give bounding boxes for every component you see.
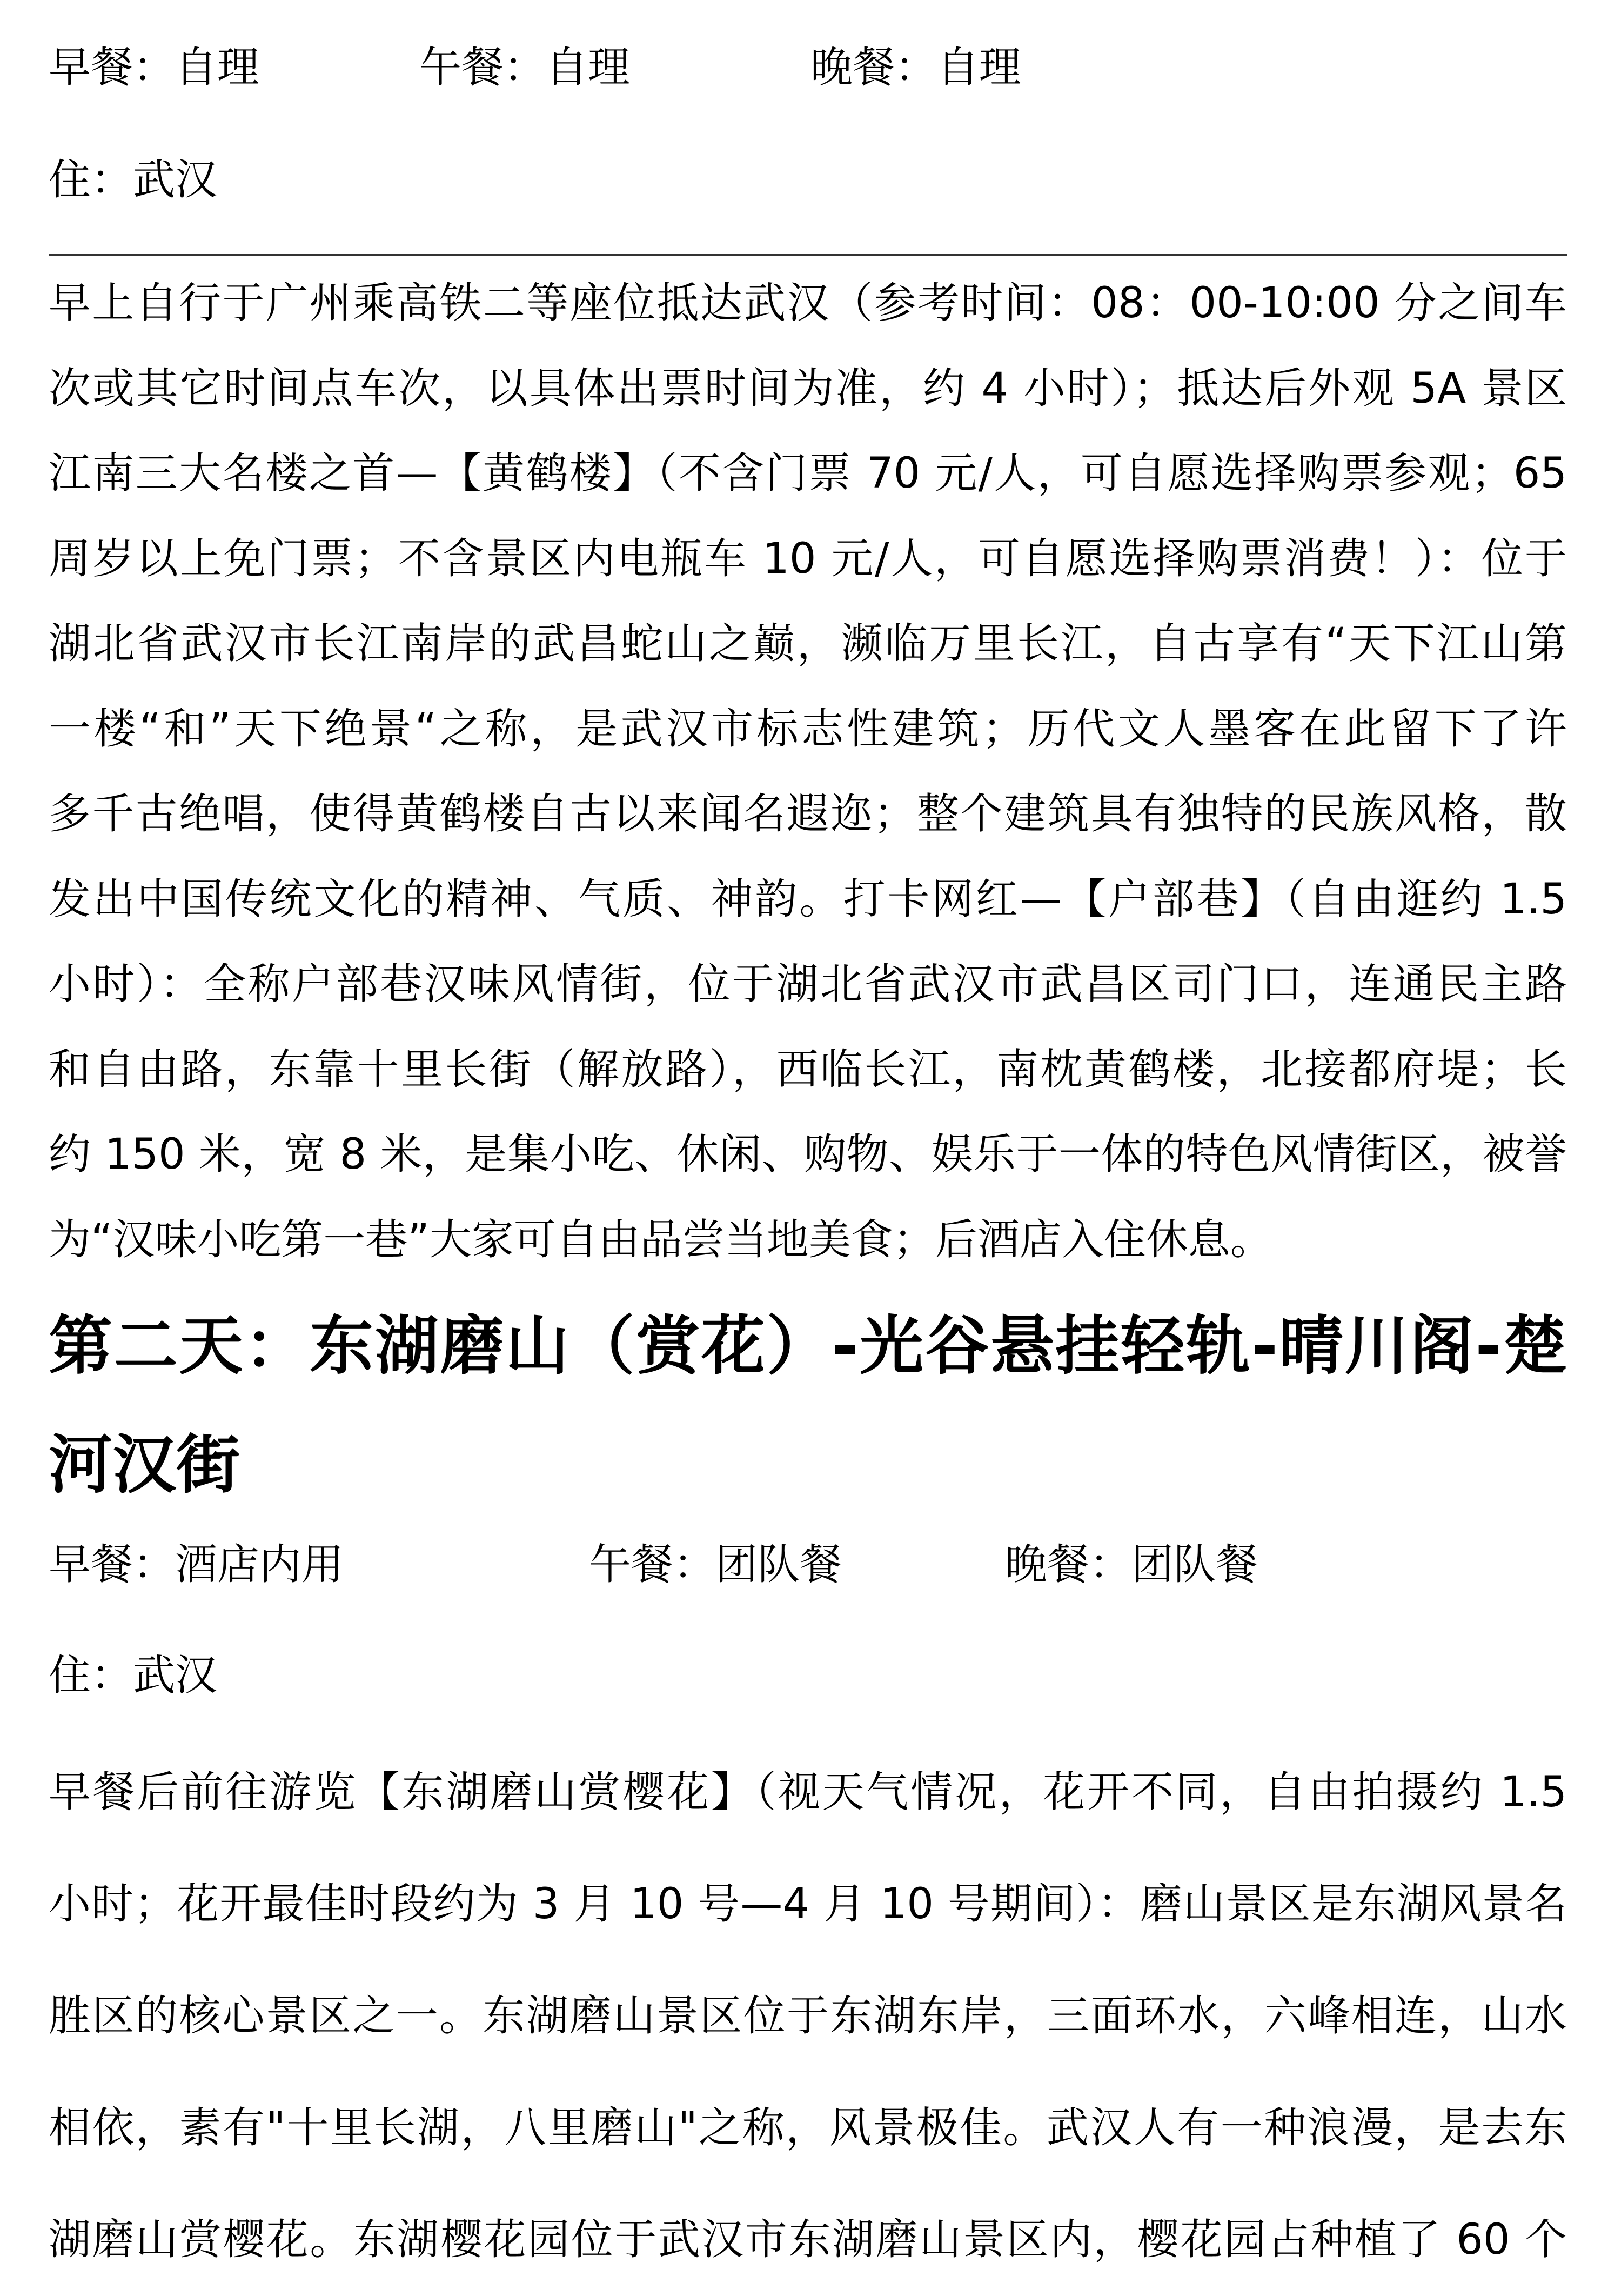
day2-breakfast: 早餐：酒店内用 [49, 1540, 344, 1589]
day2-description-line: 相依，素有"十里长湖，八里磨山"之称，风景极佳。武汉人有一种浪漫，是去东 [49, 2104, 1567, 2152]
day2-heading-line: 河汉街 [49, 1427, 240, 1502]
day1-description-line: 次或其它时间点车次，以具体出票时间为准，约 4 小时）；抵达后外观 5A 景区 [49, 364, 1567, 413]
day1-breakfast: 早餐：自理 [49, 43, 260, 92]
day2-description-line: 胜区的核心景区之一。东湖磨山景区位于东湖东岸，三面环水，六峰相连，山水 [49, 1992, 1567, 2040]
day2-dinner: 晚餐：团队餐 [1005, 1540, 1258, 1589]
day2-description [49, 1737, 1567, 2296]
day1-description-line: 发出中国传统文化的精神、气质、神韵。打卡网红—【户部巷】（自由逛约 1.5 [49, 875, 1567, 924]
day2-heading-line: 第二天：东湖磨山（赏花）-光谷悬挂轻轨-晴川阁-楚 [49, 1309, 1567, 1383]
section-divider [49, 254, 1567, 256]
day1-description-line: 早上自行于广州乘高铁二等座位抵达武汉（参考时间：08：00-10:00 分之间车 [49, 279, 1567, 328]
day2-heading [49, 1286, 1567, 1524]
day1-description-line: 为“汉味小吃第一巷”大家可自由品尝当地美食；后酒店入住休息。 [49, 1215, 1272, 1264]
day1-description-line: 多千古绝唱，使得黄鹤楼自古以来闻名遐迩；整个建筑具有独特的民族风格，散 [49, 790, 1567, 838]
day2-lodging: 住：武汉 [49, 1651, 218, 1700]
day1-lunch: 午餐：自理 [419, 43, 631, 92]
day1-description [49, 261, 1567, 1283]
day1-description-line: 小时）：全称户部巷汉味风情街，位于湖北省武汉市武昌区司门口，连通民主路 [49, 960, 1567, 1009]
day1-description-line: 江南三大名楼之首—【黄鹤楼】（不含门票 70 元/人，可自愿选择购票参观；65 [49, 449, 1567, 498]
day2-lunch: 午餐：团队餐 [589, 1540, 842, 1589]
day1-description-line: 周岁以上免门票；不含景区内电瓶车 10 元/人，可自愿选择购票消费！）：位于 [49, 534, 1567, 583]
day1-description-line: 湖北省武汉市长江南岸的武昌蛇山之巅，濒临万里长江，自古享有“天下江山第 [49, 619, 1567, 668]
day2-description-line: 湖磨山赏樱花。东湖樱花园位于武汉市东湖磨山景区内，樱花园占种植了 60 个 [49, 2215, 1567, 2264]
day1-description-line: 约 150 米，宽 8 米，是集小吃、休闲、购物、娱乐于一体的特色风情街区，被誉 [49, 1130, 1567, 1179]
day1-description-line: 一楼“和”天下绝景“之称，是武汉市标志性建筑；历代文人墨客在此留下了许 [49, 704, 1567, 753]
day1-lodging: 住：武汉 [49, 156, 218, 204]
day2-description-line: 早餐后前往游览【东湖磨山赏樱花】（视天气情况，花开不同，自由拍摄约 1.5 [49, 1768, 1567, 1817]
day2-meals-row [49, 1535, 1567, 1594]
day1-description-line: 和自由路，东靠十里长街（解放路），西临长江，南枕黄鹤楼，北接都府堤；长 [49, 1045, 1567, 1094]
day1-meals-row [49, 38, 1567, 97]
day1-dinner: 晚餐：自理 [810, 43, 1022, 92]
day2-description-line: 小时；花开最佳时段约为 3 月 10 号—4 月 10 号期间）：磨山景区是东湖风景名 [49, 1880, 1567, 1928]
